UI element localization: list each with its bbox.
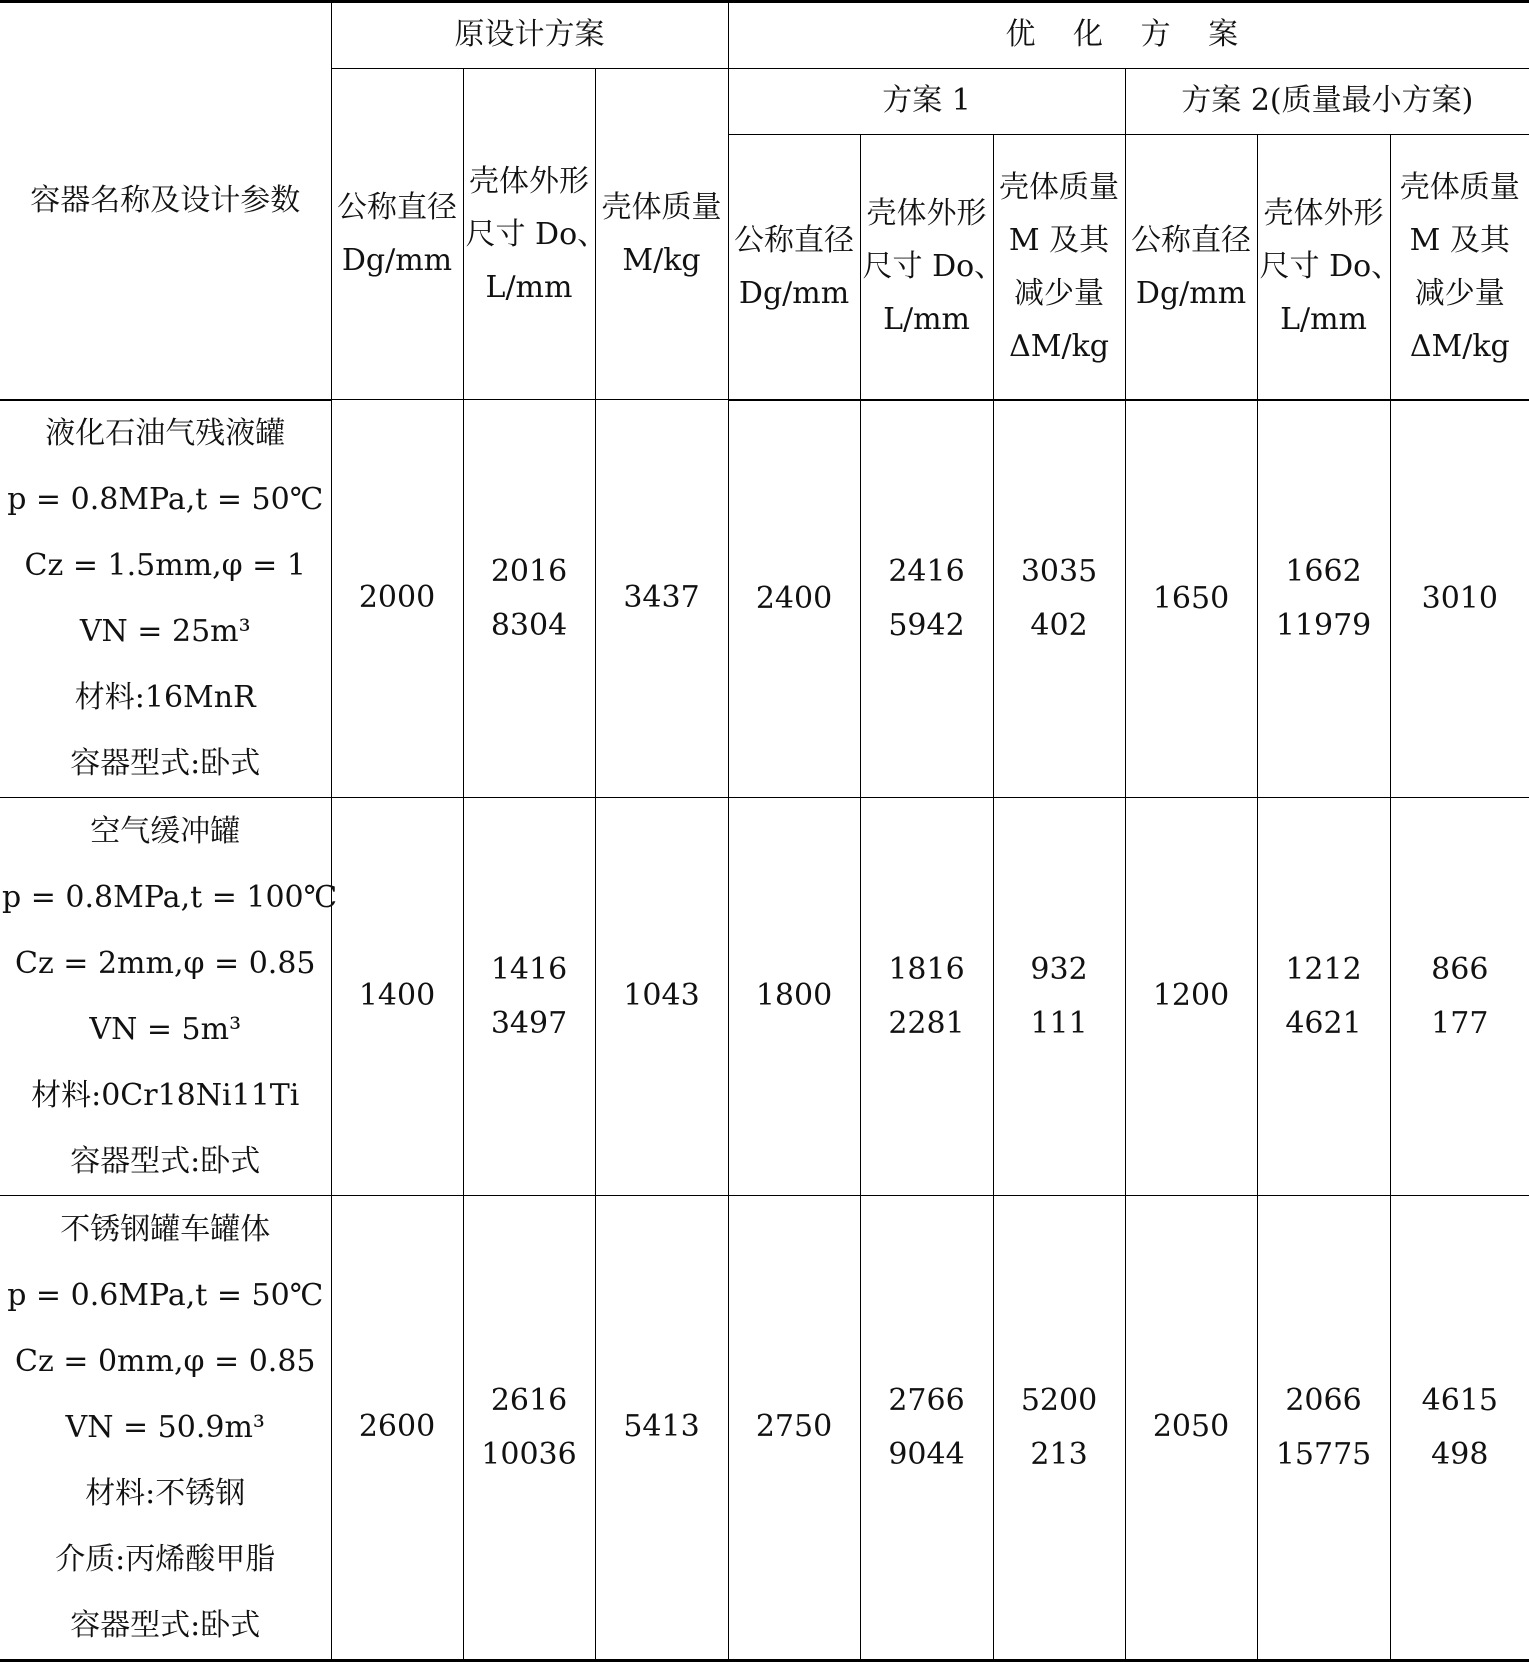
s1-dg-cell: 2750 [728,1196,860,1661]
orig-dims-cell: 1416 3497 [463,798,595,1196]
table-row [0,1196,1529,1661]
s2-dg-cell: 1650 [1125,400,1257,798]
s1-dg-cell: 2400 [728,400,860,798]
s2-mass-header: 壳体质量 M 及其 减少量 ΔM/kg [1390,135,1529,400]
s2-dims-cell: 1662 11979 [1257,400,1390,798]
s2-mass-cell: 3010 [1390,400,1529,798]
s1-dims-cell: 2766 9044 [860,1196,993,1661]
s1-dg-header: 公称直径 Dg/mm [728,135,860,400]
original-design-header: 原设计方案 [331,2,728,69]
s2-mass-cell: 4615 498 [1390,1196,1529,1661]
s1-mass-cell: 3035 402 [993,400,1125,798]
orig-mass-cell: 3437 [595,400,728,798]
optimized-design-header: 优 化 方 案 [728,2,1529,69]
orig-dg-header: 公称直径 Dg/mm [331,69,463,400]
name-col-header: 容器名称及设计参数 [0,2,331,400]
s2-mass-cell: 866 177 [1390,798,1529,1196]
orig-mass-cell: 1043 [595,798,728,1196]
orig-dg-cell: 2600 [331,1196,463,1661]
s1-mass-cell: 5200 213 [993,1196,1125,1661]
s1-dg-cell: 1800 [728,798,860,1196]
s1-mass-header: 壳体质量 M 及其 减少量 ΔM/kg [993,135,1125,400]
orig-mass-cell: 5413 [595,1196,728,1661]
s2-dims-cell: 1212 4621 [1257,798,1390,1196]
orig-dims-cell: 2016 8304 [463,400,595,798]
s1-dims-cell: 1816 2281 [860,798,993,1196]
s2-dims-cell: 2066 15775 [1257,1196,1390,1661]
vessel-params: 液化石油气残液罐 p = 0.8MPa,t = 50℃ Cz = 1.5mm,φ = 1 VN = 25m³ 材料:16MnR 容器型式:卧式 [0,400,331,798]
s2-dims-header: 壳体外形 尺寸 Do、 L/mm [1257,135,1390,400]
orig-dg-cell: 1400 [331,798,463,1196]
scheme2-header: 方案 2(质量最小方案) [1125,69,1529,135]
s1-dims-cell: 2416 5942 [860,400,993,798]
vessel-params: 不锈钢罐车罐体 p = 0.6MPa,t = 50℃ Cz = 0mm,φ = 0.85 VN = 50.9m³ 材料:不锈钢 介质:丙烯酸甲脂 容器型式:卧式 [0,1196,331,1661]
s2-dg-cell: 2050 [1125,1196,1257,1661]
header-row-groups [0,2,1529,69]
vessel-params: 空气缓冲罐 p = 0.8MPa,t = 100℃ Cz = 2mm,φ = 0.85 VN = 5m³ 材料:0Cr18Ni11Ti 容器型式:卧式 [0,798,331,1196]
table-row [0,798,1529,1196]
table-row [0,400,1529,798]
scheme1-header: 方案 1 [728,69,1125,135]
s1-mass-cell: 932 111 [993,798,1125,1196]
orig-dims-header: 壳体外形 尺寸 Do、 L/mm [463,69,595,400]
s2-dg-header: 公称直径 Dg/mm [1125,135,1257,400]
s2-dg-cell: 1200 [1125,798,1257,1196]
orig-mass-header: 壳体质量 M/kg [595,69,728,400]
orig-dims-cell: 2616 10036 [463,1196,595,1661]
s1-dims-header: 壳体外形 尺寸 Do、 L/mm [860,135,993,400]
orig-dg-cell: 2000 [331,400,463,798]
